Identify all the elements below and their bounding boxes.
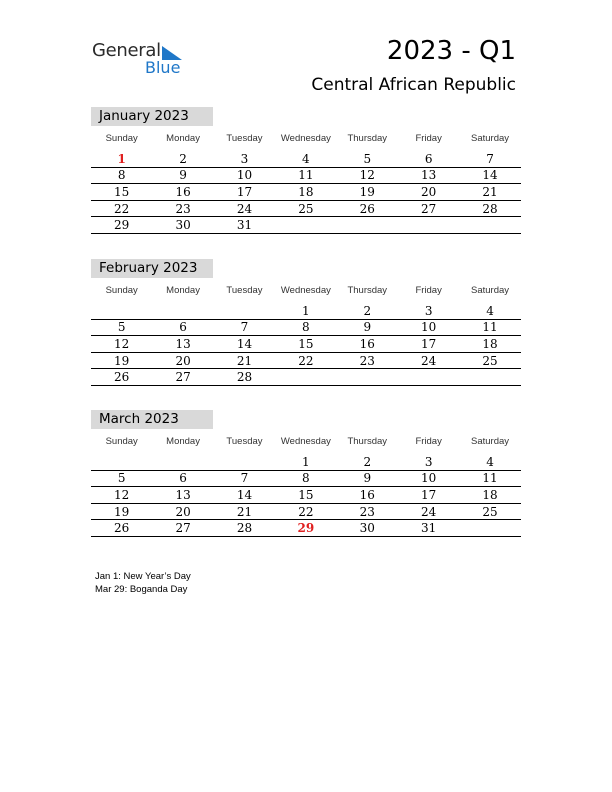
- weekday-label: Sunday: [105, 436, 138, 447]
- month-name: January 2023: [91, 107, 213, 126]
- day-cell: 26: [114, 521, 130, 536]
- holiday-notes: [95, 570, 191, 596]
- holiday-day-cell: 29: [297, 521, 315, 536]
- day-cell: 6: [179, 471, 187, 486]
- holiday-note: Jan 1: New Year’s Day: [95, 571, 191, 582]
- day-cell: 8: [302, 471, 310, 486]
- weekday-label: Friday: [415, 436, 442, 447]
- day-cell: 4: [302, 151, 310, 166]
- day-cell: 21: [482, 184, 498, 199]
- day-cell: 23: [175, 201, 191, 216]
- day-cell: 3: [424, 303, 433, 318]
- day-cell: 15: [114, 184, 130, 199]
- day-cell: 24: [236, 201, 253, 216]
- day-cell: 28: [236, 370, 253, 385]
- holiday-day-cell: 1: [117, 151, 126, 166]
- day-cell: 8: [302, 320, 310, 335]
- day-cell: 12: [359, 168, 375, 183]
- weekday-label: Sunday: [105, 285, 138, 296]
- holiday-note: Mar 29: Boganda Day: [95, 584, 188, 595]
- weekday-label: Monday: [166, 285, 200, 296]
- day-cell: 30: [175, 218, 191, 233]
- day-cell: 5: [363, 151, 372, 166]
- weekday-label: Friday: [415, 133, 442, 144]
- day-cell: 10: [421, 471, 437, 486]
- day-cell: 14: [236, 487, 253, 502]
- day-cell: 13: [175, 336, 191, 351]
- day-cell: 3: [240, 151, 249, 166]
- day-cell: 11: [482, 320, 498, 335]
- day-cell: 21: [236, 504, 253, 519]
- day-cell: 15: [298, 336, 314, 351]
- day-cell: 27: [175, 370, 191, 385]
- week-row: [91, 151, 521, 168]
- day-cell: 9: [179, 168, 187, 183]
- day-cell: 24: [421, 504, 437, 519]
- day-cell: 8: [117, 168, 126, 183]
- day-cell: 19: [359, 184, 375, 199]
- day-cell: 26: [114, 370, 130, 385]
- week-row: [91, 369, 521, 386]
- weekday-header-row: [91, 429, 521, 454]
- month-block: [91, 410, 521, 537]
- day-cell: 31: [421, 521, 437, 536]
- weekday-header-row: [91, 278, 521, 303]
- day-cell: 10: [236, 168, 253, 183]
- week-row: [91, 353, 521, 370]
- day-cell: 25: [298, 201, 314, 216]
- day-cell: 27: [421, 201, 437, 216]
- day-cell: 15: [298, 487, 314, 502]
- day-cell: 22: [114, 201, 130, 216]
- day-cell: 16: [359, 487, 375, 502]
- day-cell: 4: [486, 454, 494, 469]
- day-cell: 16: [175, 184, 191, 199]
- logo-blue-text: Blue: [145, 58, 181, 77]
- day-cell: 2: [363, 303, 372, 318]
- day-cell: 13: [421, 168, 437, 183]
- week-row: [91, 320, 521, 337]
- day-cell: 23: [359, 353, 375, 368]
- weekday-label: Saturday: [471, 436, 510, 447]
- day-cell: 9: [363, 471, 372, 486]
- day-cell: 14: [236, 336, 253, 351]
- day-cell: 10: [421, 320, 437, 335]
- day-cell: 24: [421, 353, 437, 368]
- weekday-label: Thursday: [347, 285, 388, 296]
- day-cell: 6: [179, 320, 187, 335]
- week-row: [91, 217, 521, 234]
- weekday-label: Tuesday: [226, 436, 263, 447]
- week-row: [91, 184, 521, 201]
- weekday-label: Saturday: [471, 133, 510, 144]
- day-cell: 17: [421, 487, 437, 502]
- weekday-label: Tuesday: [226, 285, 263, 296]
- day-cell: 19: [114, 353, 130, 368]
- day-cell: 25: [482, 353, 498, 368]
- day-cell: 31: [236, 218, 253, 233]
- month-block: [91, 107, 521, 234]
- logo-general-text: General: [92, 40, 161, 61]
- day-cell: 19: [114, 504, 130, 519]
- weekday-label: Monday: [166, 436, 200, 447]
- day-cell: 26: [359, 201, 375, 216]
- month-name: March 2023: [91, 410, 213, 429]
- day-cell: 3: [424, 454, 433, 469]
- week-row: [91, 504, 521, 521]
- day-cell: 12: [114, 336, 130, 351]
- day-cell: 14: [482, 168, 498, 183]
- week-row: [91, 487, 521, 504]
- weekday-header-row: [91, 126, 521, 151]
- day-cell: 11: [298, 168, 314, 183]
- week-row: [91, 471, 521, 488]
- week-row: [91, 201, 521, 218]
- day-cell: 21: [236, 353, 253, 368]
- day-cell: 9: [363, 320, 372, 335]
- weekday-label: Thursday: [347, 133, 388, 144]
- day-cell: 22: [298, 353, 314, 368]
- week-row: [91, 520, 521, 537]
- week-row: [91, 168, 521, 185]
- day-cell: 5: [117, 471, 126, 486]
- day-cell: 27: [175, 521, 191, 536]
- day-cell: 20: [175, 353, 191, 368]
- day-cell: 1: [302, 303, 310, 318]
- day-cell: 22: [298, 504, 314, 519]
- day-cell: 18: [482, 336, 498, 351]
- weekday-label: Sunday: [105, 133, 138, 144]
- day-cell: 28: [236, 521, 253, 536]
- weekday-label: Wednesday: [280, 436, 331, 447]
- day-cell: 30: [359, 521, 375, 536]
- day-cell: 12: [114, 487, 130, 502]
- weekday-label: Monday: [166, 133, 200, 144]
- day-cell: 1: [302, 454, 310, 469]
- country-name: Central African Republic: [311, 75, 516, 95]
- day-cell: 13: [175, 487, 191, 502]
- weekday-label: Wednesday: [280, 285, 331, 296]
- day-cell: 2: [363, 454, 372, 469]
- weekday-label: Thursday: [347, 436, 388, 447]
- week-row: [91, 454, 521, 471]
- month-block: [91, 259, 521, 386]
- day-cell: 17: [236, 184, 253, 199]
- day-cell: 6: [424, 151, 433, 166]
- day-cell: 18: [298, 184, 314, 199]
- day-cell: 7: [240, 320, 249, 335]
- weekday-label: Wednesday: [280, 133, 331, 144]
- day-cell: 5: [117, 320, 126, 335]
- day-cell: 20: [175, 504, 191, 519]
- day-cell: 29: [114, 218, 130, 233]
- weekday-label: Friday: [415, 285, 442, 296]
- day-cell: 16: [359, 336, 375, 351]
- month-name: February 2023: [91, 259, 213, 278]
- day-cell: 17: [421, 336, 437, 351]
- weekday-label: Tuesday: [226, 133, 263, 144]
- day-cell: 25: [482, 504, 498, 519]
- page-title: 2023 - Q1: [386, 36, 516, 66]
- day-cell: 28: [482, 201, 498, 216]
- logo: [92, 40, 192, 80]
- day-cell: 11: [482, 471, 498, 486]
- day-cell: 20: [421, 184, 437, 199]
- day-cell: 2: [179, 151, 187, 166]
- day-cell: 4: [486, 303, 494, 318]
- day-cell: 23: [359, 504, 375, 519]
- weekday-label: Saturday: [471, 285, 510, 296]
- week-row: [91, 336, 521, 353]
- week-row: [91, 303, 521, 320]
- day-cell: 7: [486, 151, 494, 166]
- day-cell: 18: [482, 487, 498, 502]
- day-cell: 7: [240, 471, 249, 486]
